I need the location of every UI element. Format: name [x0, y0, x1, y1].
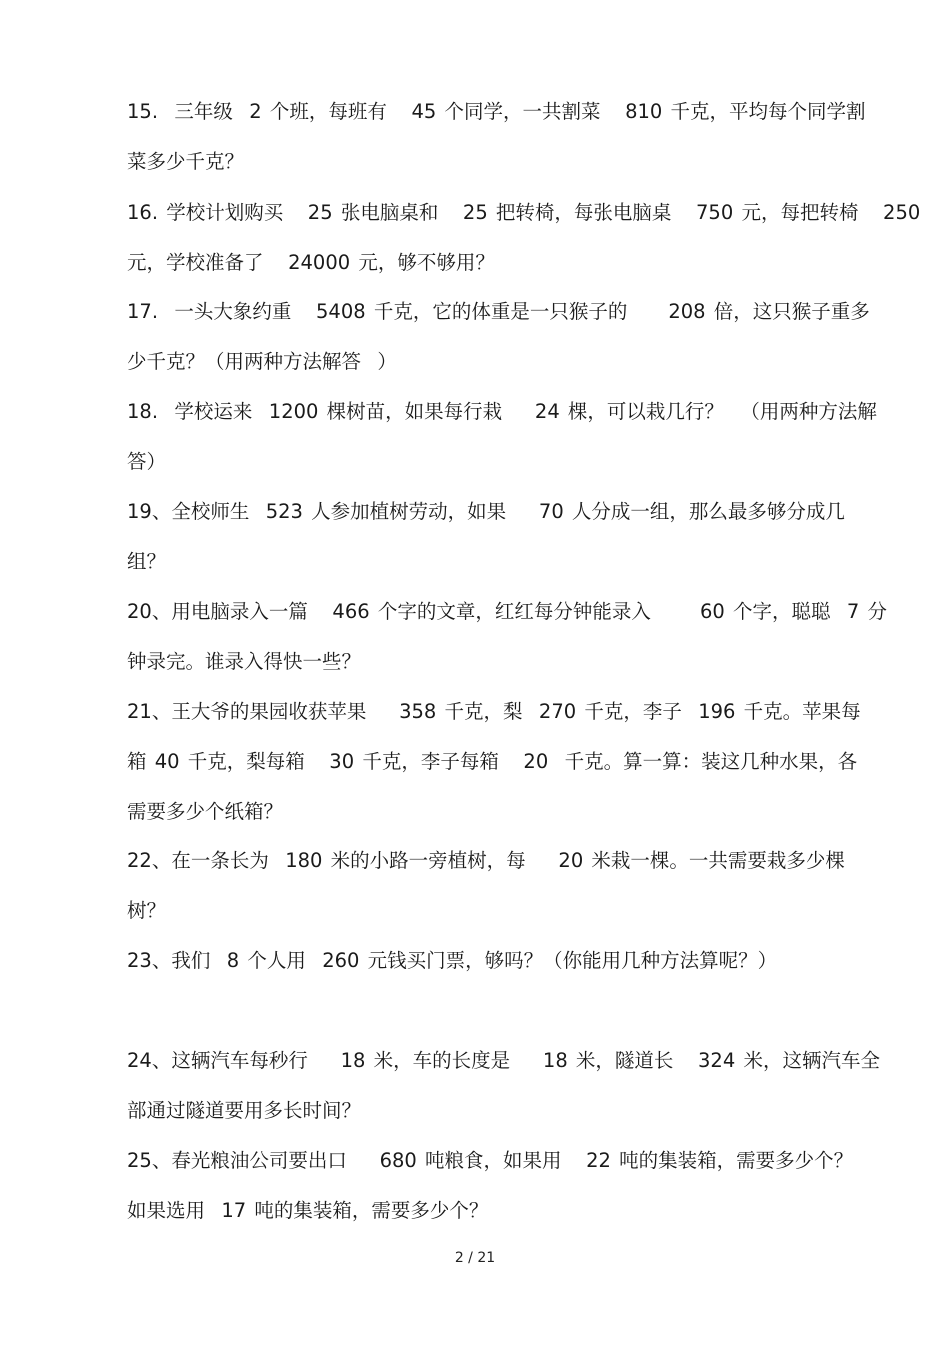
problem-line: 19、全校师生 523 人参加植树劳动，如果 70 人分成一组，那么最多够分成几	[127, 500, 845, 523]
problem-line: 菜多少千克？	[127, 150, 245, 173]
problem-line: 16. 学校计划购买 25 张电脑桌和 25 把转椅，每张电脑桌 750 元，每把转椅 250	[127, 201, 921, 224]
problem-line: 如果选用 17 吨的集装箱，需要多少个？	[127, 1199, 489, 1222]
problem-line: 答）	[127, 450, 167, 473]
page-number: 2 / 21	[454, 1250, 496, 1266]
problem-line: 部通过隧道要用多长时间？	[127, 1099, 362, 1122]
problem-line: 少千克？（用两种方法解答 ）	[127, 350, 397, 373]
problem-line: 钟录完。谁录入得快一些？	[127, 650, 362, 673]
problem-line: 需要多少个纸箱？	[127, 800, 284, 823]
problem-line: 树？	[127, 899, 167, 922]
problem-line: 21、王大爷的果园收获苹果 358 千克，梨 270 千克，李子 196 千克。苹果每	[127, 700, 861, 723]
problem-line: 18. 学校运来 1200 棵树苗，如果每行栽 24 棵，可以栽几行？ （用两种方法解	[127, 400, 877, 423]
problem-line: 箱 40 千克，梨每箱 30 千克，李子每箱 20 千克。算一算：装这几种水果，各	[127, 750, 858, 773]
problem-line: 24、这辆汽车每秒行 18 米，车的长度是 18 米，隧道长 324 米，这辆汽车全	[127, 1049, 880, 1072]
problem-line: 组？	[127, 550, 167, 573]
problem-line: 元，学校准备了 24000 元，够不够用？	[127, 251, 495, 274]
problem-line: 15. 三年级 2 个班，每班有 45 个同学，一共割菜 810 千克，平均每个同学割	[127, 100, 866, 123]
problem-line: 22、在一条长为 180 米的小路一旁植树，每 20 米栽一棵。一共需要栽多少棵	[127, 849, 845, 872]
problem-line: 25、春光粮油公司要出口 680 吨粮食，如果用 22 吨的集装箱，需要多少个？	[127, 1149, 854, 1172]
problem-line: 23、我们 8 个人用 260 元钱买门票，够吗？（你能用几种方法算呢？）	[127, 949, 778, 972]
problem-line: 20、用电脑录入一篇 466 个字的文章，红红每分钟能录入 60 个字，聪聪 7 分	[127, 600, 888, 623]
problem-line: 17. 一头大象约重 5408 千克，它的体重是一只猴子的 208 倍，这只猴子重多	[127, 300, 870, 323]
